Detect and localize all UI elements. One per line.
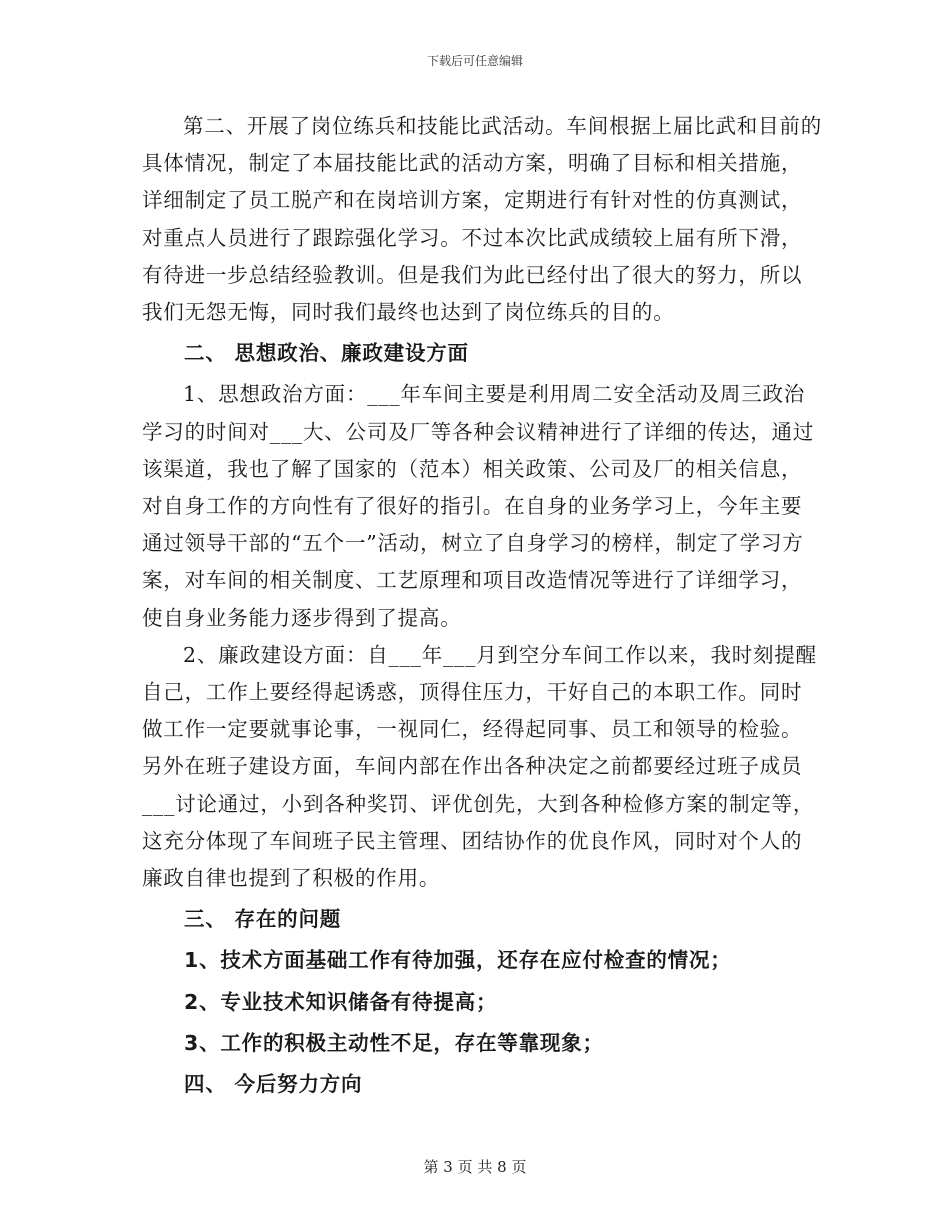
page-header: 下载后可任意编辑 — [426, 54, 523, 68]
paragraph-political-thought: 1、思想政治方面：___年车间主要是利用周二安全活动及周三政治学习的时间对___大、公司及厂等各种会议精神进行了详细的传达，通过该渠道，我也了解了国家的（范本）相关政策、公司及厂的相关信息，对自身工作的方向性有了很好的指引。在自身的业务学习上，今年主要通过领导干部的“五个一”活动，树立了自身学习的榜样，制定了学习方案，对车间的相关制度、工艺原理和项目改造情况等进行了详细学习，使自身业务能力逐步得到了提高。 — [142, 382, 815, 630]
section-heading-political-integrity: 二、 思想政治、廉政建设方面 — [184, 341, 469, 366]
paragraph-integrity-building: 2、廉政建设方面：自___年___月到空分车间工作以来，我时刻提醒自己，工作上要经得起诱惑，顶得住压力，干好自己的本职工作。同时做工作一定要就事论事，一视同仁，经得起同事、员工和领导的检验。另外在班子建设方面，车间内部在作出各种决定之前都要经过班子成员___讨论通过，小到各种奖罚、评优创先，大到各种检修方案的制定等，这充分体现了车间班子民主管理、团结协作的优良作风，同时对个人的廉政自律也提到了积极的作用。 — [142, 642, 817, 891]
document-body — [142, 108, 822, 1107]
problem-item-2: 2、专业技术知识储备有待提高； — [184, 989, 498, 1014]
section-heading-problems: 三、 存在的问题 — [184, 907, 342, 932]
page-number: 第 3 页 共 8 页 — [423, 1158, 527, 1176]
section-heading-future-direction: 四、 今后努力方向 — [184, 1072, 363, 1097]
paragraph-skill-competition: 第二、开展了岗位练兵和技能比武活动。车间根据上届比武和目前的具体情况，制定了本届技能比武的活动方案，明确了目标和相关措施，详细制定了员工脱产和在岗培训方案，定期进行有针对性的仿真测试，对重点人员进行了跟踪强化学习。不过本次比武成绩较上届有所下滑，有待进一步总结经验教训。但是我们为此已经付出了很大的努力，所以我们无怨无悔，同时我们最终也达到了岗位练兵的目的。 — [142, 114, 822, 325]
problem-item-1: 1、技术方面基础工作有待加强，还存在应付检查的情况； — [184, 948, 732, 973]
problem-item-3: 3、工作的积极主动性不足，存在等靠现象； — [184, 1030, 604, 1055]
